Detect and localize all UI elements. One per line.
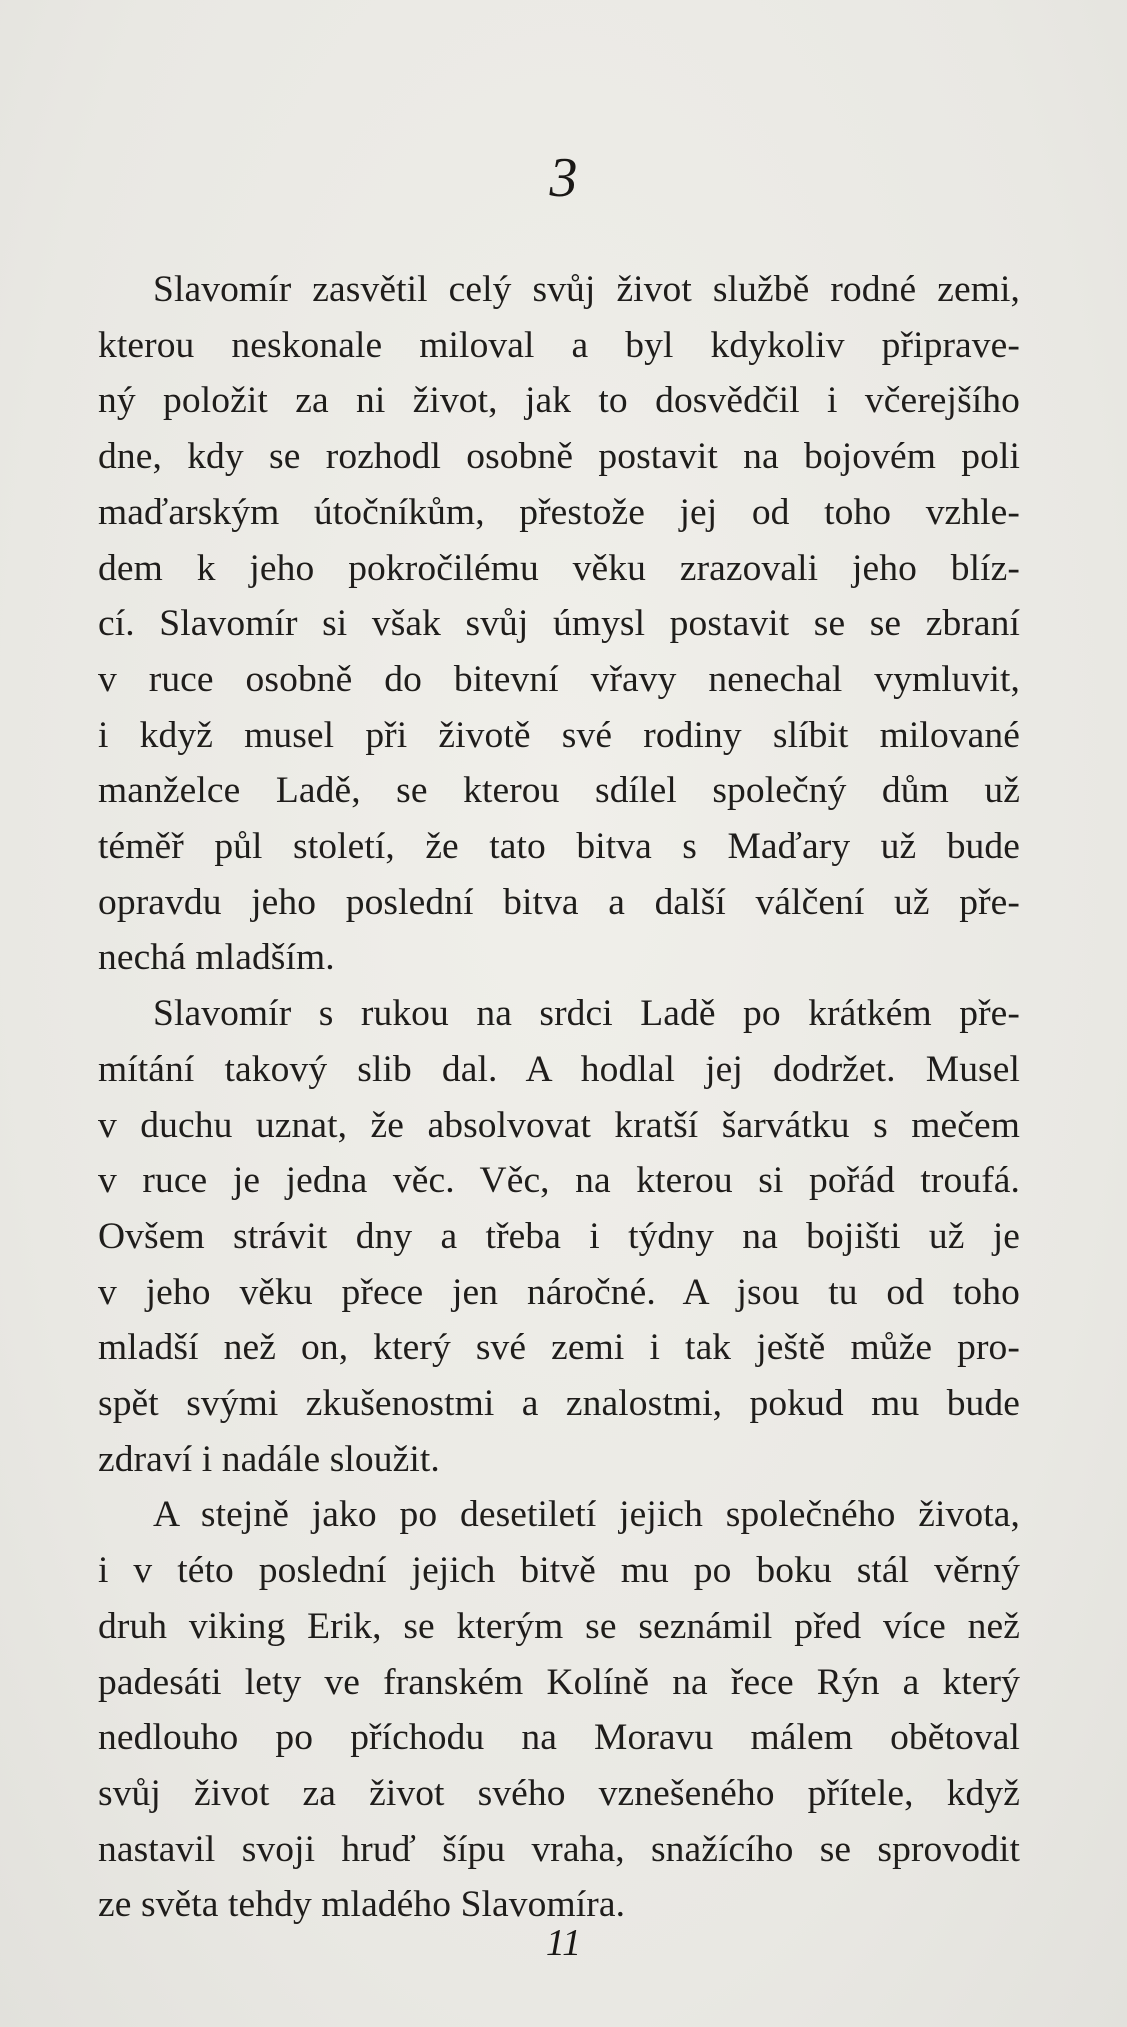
text-line: svůj život za život svého vznešeného přítele, když <box>98 1772 1020 1814</box>
text-line: druh viking Erik, se kterým se seznámil před více než <box>98 1605 1020 1647</box>
chapter-body <box>98 262 1020 1933</box>
text-line: maďarským útočníkům, přestože jej od toho vzhle- <box>98 491 1020 533</box>
page-number: 11 <box>545 1922 582 1964</box>
text-line: v ruce je jedna věc. Věc, na kterou si pořád troufá. <box>98 1160 1020 1202</box>
text-line: ný položit za ni život, jak to dosvědčil i včerejšího <box>98 380 1020 422</box>
text-line: ze světa tehdy mladého Slavomíra. <box>98 1884 626 1926</box>
text-line: cí. Slavomír si však svůj úmysl postavit se se zbraní <box>98 603 1020 645</box>
text-line: Ovšem strávit dny a třeba i týdny na bojišti už je <box>98 1215 1020 1257</box>
text-line: i když musel při životě své rodiny slíbit milované <box>98 714 1020 756</box>
text-line: nechá mladším. <box>98 937 335 979</box>
text-line: manželce Ladě, se kterou sdílel společný dům už <box>98 770 1020 812</box>
text-line: v jeho věku přece jen náročné. A jsou tu od toho <box>98 1271 1020 1313</box>
text-line: mítání takový slib dal. A hodlal jej dodržet. Musel <box>98 1048 1020 1090</box>
text-line: spět svými zkušenostmi a znalostmi, pokud mu bude <box>98 1383 1020 1425</box>
text-line: nedlouho po příchodu na Moravu málem obětoval <box>98 1717 1020 1759</box>
text-line: v duchu uznat, že absolvovat kratší šarvátku s mečem <box>98 1104 1020 1146</box>
text-line: v ruce osobně do bitevní vřavy nenechal vymluvit, <box>98 658 1020 700</box>
paragraph-2 <box>98 986 1020 1487</box>
text-line: kterou neskonale miloval a byl kdykoliv připrave- <box>98 324 1020 366</box>
text-line: téměř půl století, že tato bitva s Maďary už bude <box>98 826 1020 868</box>
text-line: mladší než on, který své zemi i tak ještě může pro- <box>98 1327 1020 1369</box>
paragraph-3 <box>98 1487 1020 1933</box>
chapter-number: 3 <box>549 147 578 209</box>
text-line: opravdu jeho poslední bitva a další válčení už pře- <box>98 881 1020 923</box>
text-line: nastavil svoji hruď šípu vraha, snažícího se sprovodit <box>98 1828 1020 1870</box>
text-line: Slavomír zasvětil celý svůj život službě rodné zemi, <box>153 269 1020 310</box>
text-line: i v této poslední jejich bitvě mu po boku stál věrný <box>98 1550 1020 1592</box>
text-line: A stejně jako po desetiletí jejich společného života, <box>153 1494 1020 1536</box>
text-line: padesáti lety ve franském Kolíně na řece Rýn a který <box>98 1661 1020 1703</box>
text-line: dem k jeho pokročilému věku zrazovali jeho blíz- <box>98 547 1020 589</box>
text-line: Slavomír s rukou na srdci Ladě po krátkém pře- <box>153 993 1020 1035</box>
paragraph-1 <box>98 262 1020 986</box>
text-line: zdraví i nadále sloužit. <box>98 1438 440 1480</box>
text-line: dne, kdy se rozhodl osobně postavit na bojovém poli <box>98 436 1020 478</box>
